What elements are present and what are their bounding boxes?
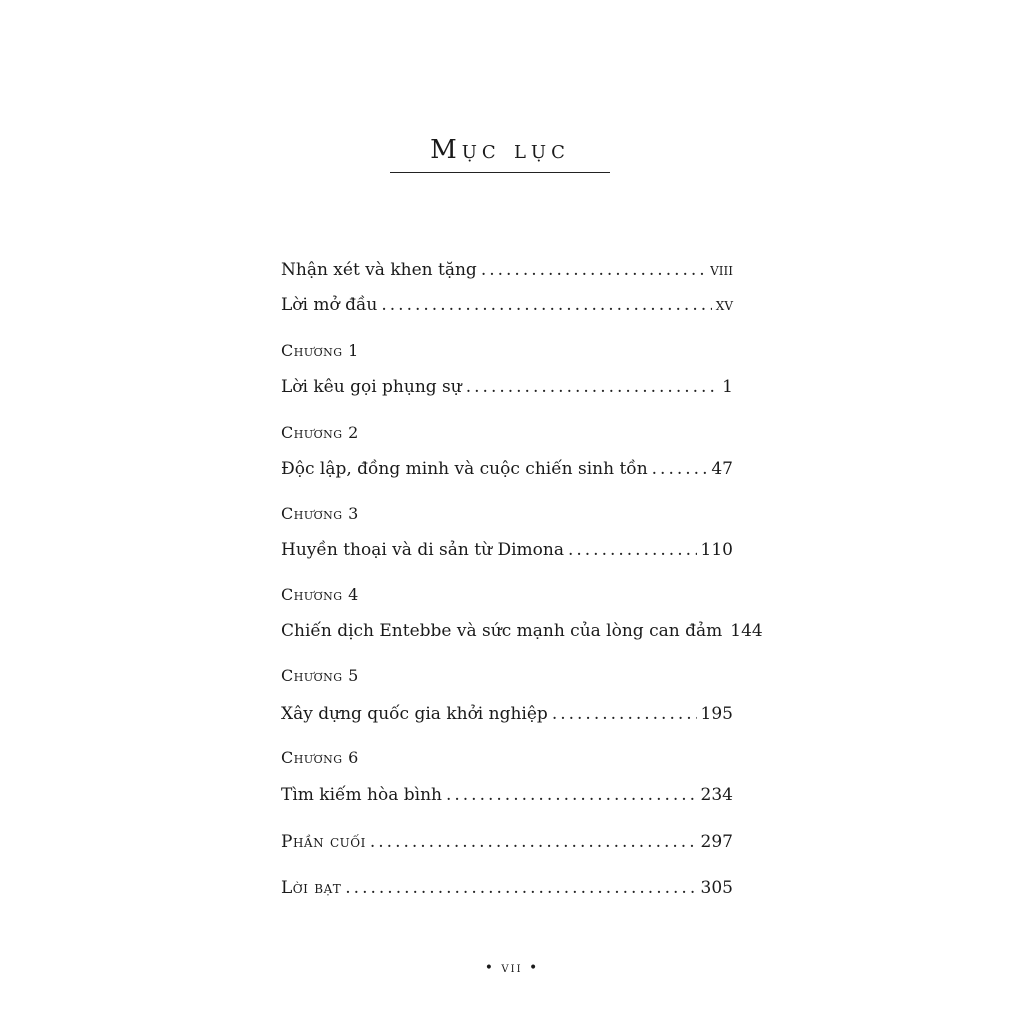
toc-entry-text: Phần cuối <box>281 832 366 852</box>
toc-entry-text: Lời kêu gọi phụng sự <box>281 377 462 397</box>
dot-leader <box>652 455 708 483</box>
toc-entry-text: Lời mở đầu <box>281 295 378 315</box>
toc-entry-chapter-6 <box>281 781 733 809</box>
toc-entry-chapter-2 <box>281 455 733 483</box>
title-underline <box>390 172 610 173</box>
toc-entry-chapter-3 <box>281 536 733 564</box>
chapter-label-6: Chương 6 <box>281 748 359 767</box>
dot-leader <box>481 256 706 284</box>
toc-entry-text: Chiến dịch Entebbe và sức mạnh của lòng can đảm <box>281 621 723 641</box>
dot-leader <box>381 291 711 319</box>
toc-entry-chapter-1 <box>281 373 733 401</box>
toc-page-number: 144 <box>730 621 763 641</box>
toc-entry-acclaim <box>281 256 733 284</box>
page-title: Mục lục <box>430 135 570 165</box>
toc-entry-preface <box>281 291 733 319</box>
toc-entry-text: Tìm kiếm hòa bình <box>281 785 442 805</box>
chapter-label-2: Chương 2 <box>281 423 359 442</box>
chapter-label-5: Chương 5 <box>281 666 359 685</box>
toc-entry-text: Xây dựng quốc gia khởi nghiệp <box>281 704 548 724</box>
toc-page-number: 47 <box>711 459 733 479</box>
dot-leader <box>568 536 697 564</box>
toc-page-number: xv <box>715 295 733 315</box>
toc-entry-chapter-4 <box>281 617 763 645</box>
dot-leader <box>345 874 696 902</box>
dot-leader <box>466 373 718 401</box>
dot-leader <box>370 828 697 856</box>
dot-leader <box>446 781 697 809</box>
dot-leader <box>552 700 697 728</box>
toc-page-number: 305 <box>700 878 733 898</box>
toc-entry-final-part <box>281 828 733 856</box>
toc-page-number: 110 <box>700 540 733 560</box>
page-folio: • vii • <box>484 960 540 976</box>
toc-entry-text: Huyền thoại và di sản từ Dimona <box>281 540 564 560</box>
toc-page-number: 297 <box>700 832 733 852</box>
toc-entry-afterword <box>281 874 733 902</box>
toc-page-number: 1 <box>722 377 733 397</box>
chapter-label-3: Chương 3 <box>281 504 359 523</box>
toc-page-number: viii <box>710 260 733 280</box>
toc-entry-chapter-5 <box>281 700 733 728</box>
toc-entry-text: Độc lập, đồng minh và cuộc chiến sinh tồn <box>281 459 648 479</box>
toc-page-number: 234 <box>700 785 733 805</box>
toc-page-number: 195 <box>700 704 733 724</box>
toc-entry-text: Lời bạt <box>281 878 342 898</box>
chapter-label-1: Chương 1 <box>281 341 359 360</box>
toc-entry-text: Nhận xét và khen tặng <box>281 260 477 280</box>
chapter-label-4: Chương 4 <box>281 585 359 604</box>
